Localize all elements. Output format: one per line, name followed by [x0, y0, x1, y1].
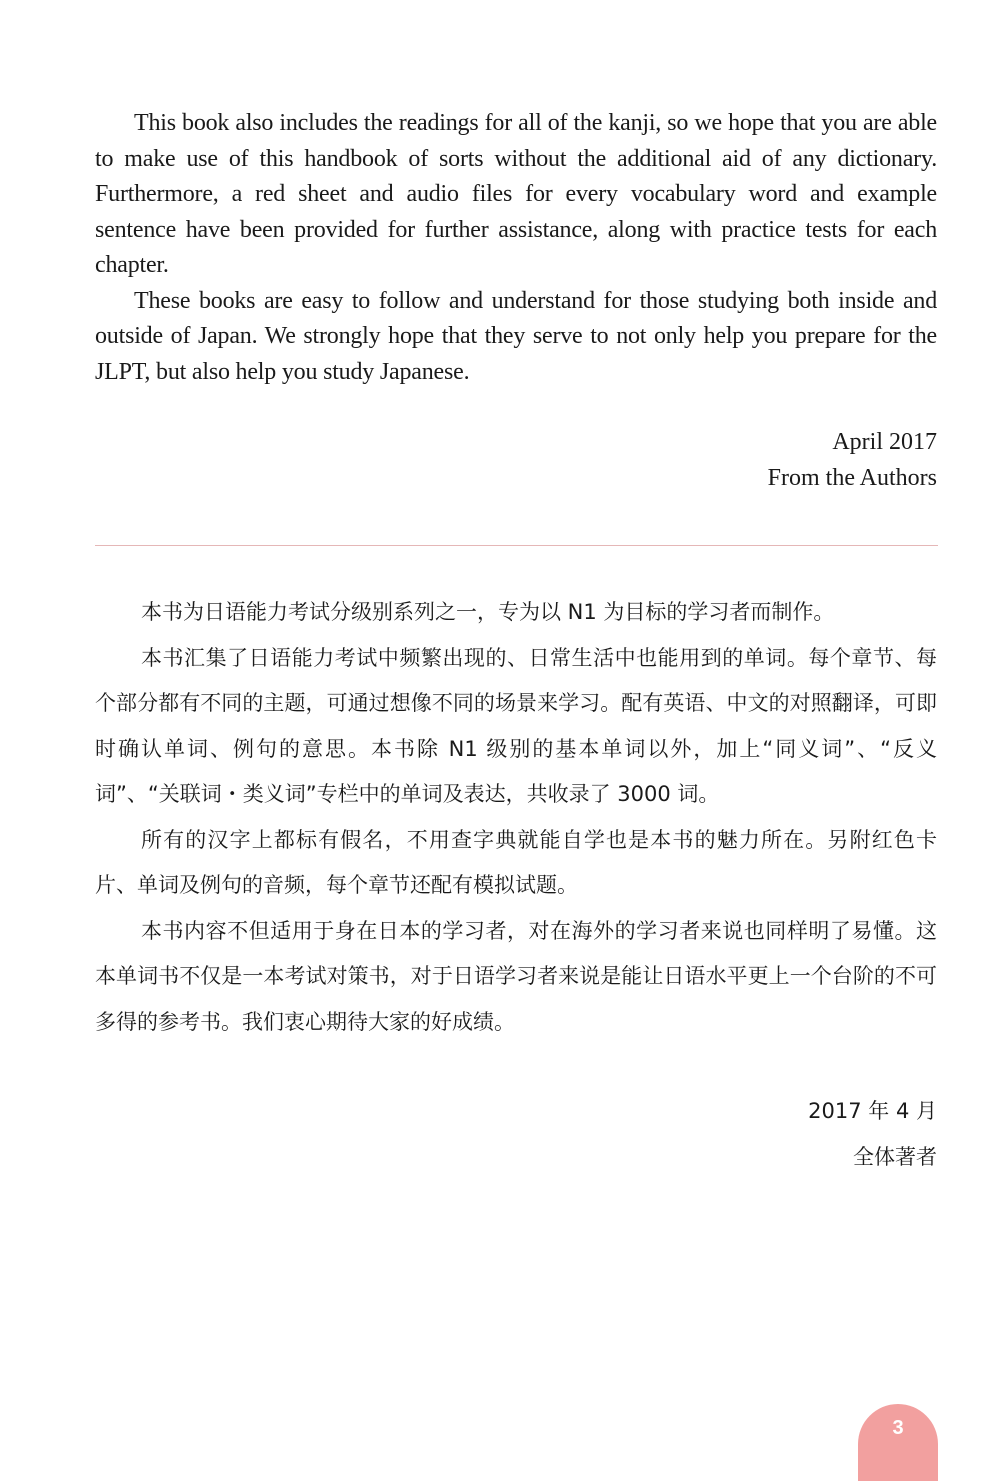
chinese-signature: 全体著者 [853, 1145, 937, 1169]
chinese-signature-block [808, 1088, 937, 1180]
chinese-paragraph-4: 本书内容不但适用于身在日本的学习者，对在海外的学习者来说也同样明了易懂。这本单词书不仅是一本考试对策书，对于日语学习者来说是能让日语水平更上一个台阶的不可多得的参考书。我们衷心期待大家的好成绩。 [95, 918, 937, 1034]
section-divider [95, 545, 938, 546]
chinese-paragraph-1: 本书为日语能力考试分级别系列之一，专为以 N1 为目标的学习者而制作。 [141, 600, 835, 624]
page-number-tab [858, 1404, 938, 1481]
english-signature: From the Authors [767, 464, 937, 491]
chinese-paragraph-2: 本书汇集了日语能力考试中频繁出现的、日常生活中也能用到的单词。每个章节、每个部分都有不同的主题，可通过想像不同的场景来学习。配有英语、中文的对照翻译，可即时确认单词、例句的意思。本书除 N1 级别的基本单词以外，加上“同义词”、“反义词”、“关联词・类义词”专栏中的单词及表达，共收录了 3000 词。 [95, 645, 937, 806]
english-date: April 2017 [832, 429, 937, 455]
chinese-paragraph-3: 所有的汉字上都标有假名，不用查字典就能自学也是本书的魅力所在。另附红色卡片、单词及例句的音频，每个章节还配有模拟试题。 [95, 827, 937, 897]
chinese-date: 2017 年 4 月 [808, 1099, 937, 1123]
english-paragraph-2: These books are easy to follow and understand for those studying both inside and outside of Japan. We strongly hope that they serve to not only help you prepare for the JLPT, but also help you study Japanese. [95, 287, 937, 385]
english-paragraph-1: This book also includes the readings for all of the kanji, so we hope that you are able to make use of this handbook of sorts without the additional aid of any dictionary. Furthermore, a red sheet and audio files for every vocabulary word and example sentence have been provided for further assistance, along with practice tests for each chapter. [95, 110, 937, 278]
page-number: 3 [892, 1417, 904, 1439]
english-preface [95, 106, 937, 390]
english-signature-block [768, 425, 937, 496]
chinese-preface [95, 590, 937, 1045]
